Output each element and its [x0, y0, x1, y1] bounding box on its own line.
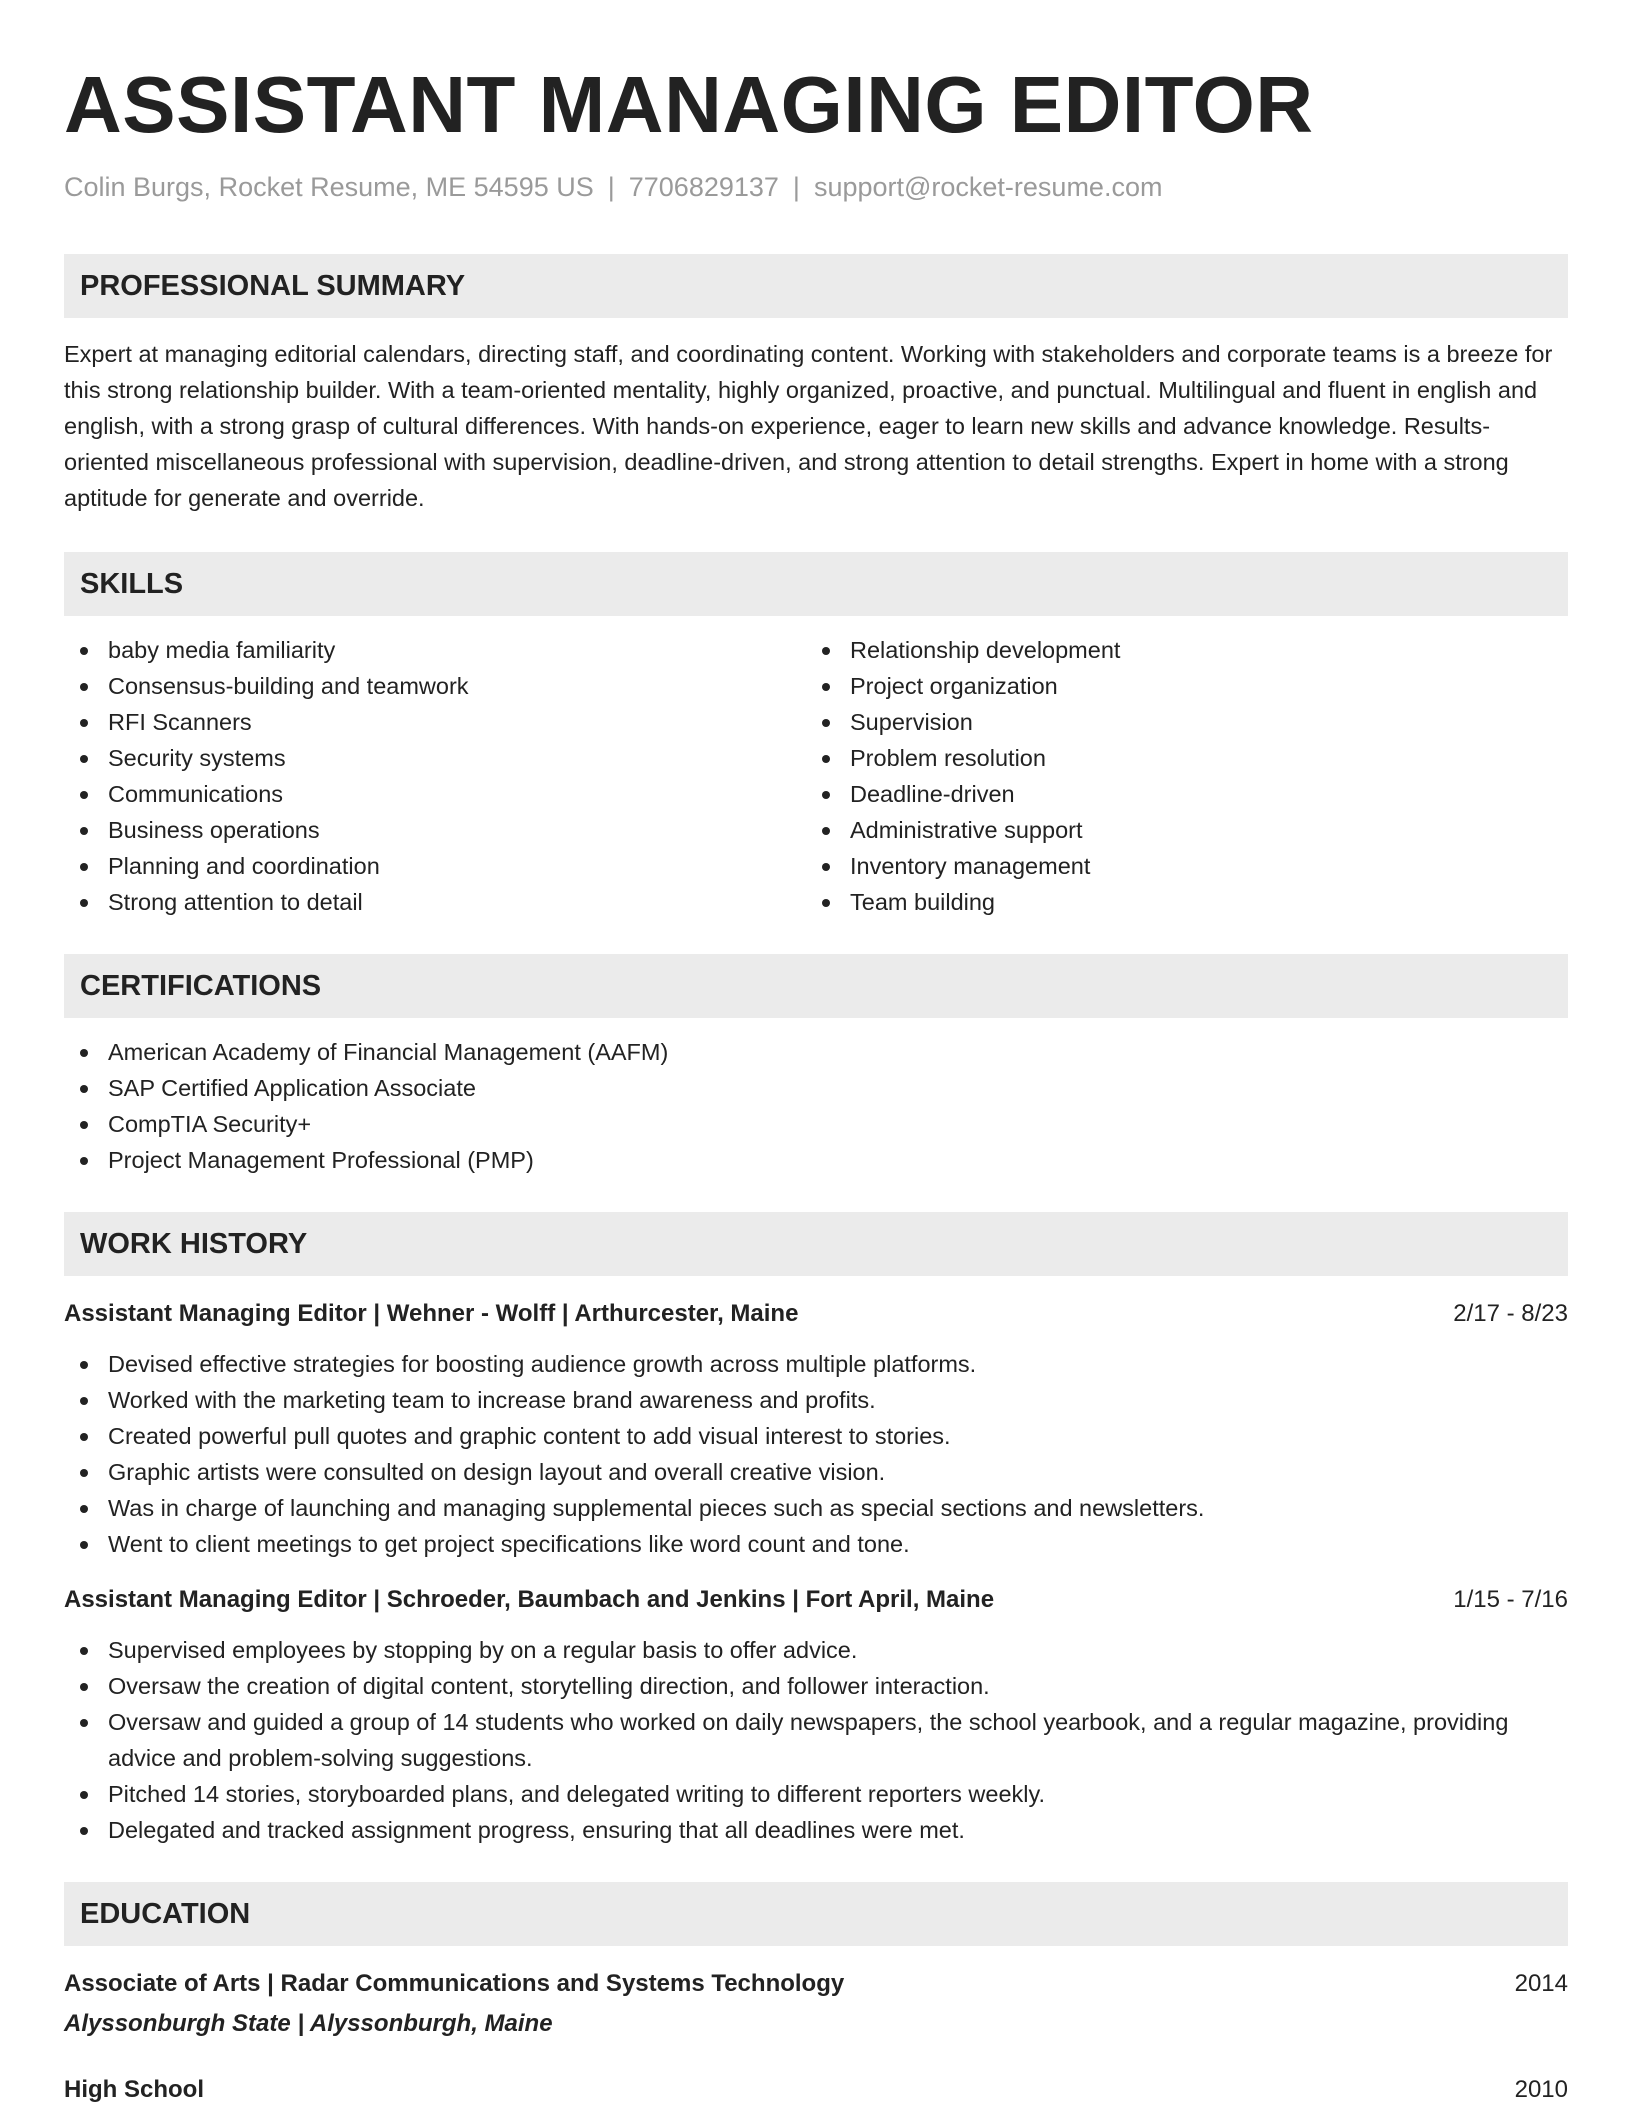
contact-address: Colin Burgs, Rocket Resume, ME 54595 US: [64, 172, 594, 202]
job-bullets: [64, 1346, 1568, 1562]
job-bullet: Created powerful pull quotes and graphic content to add visual interest to stories.: [64, 1418, 1568, 1454]
skill-item: Team building: [806, 884, 1548, 920]
job-dates: 2/17 - 8/23: [1453, 1300, 1568, 1327]
job-bullet: Went to client meetings to get project specifications like word count and tone.: [64, 1526, 1568, 1562]
section-heading-work-history: WORK HISTORY: [64, 1212, 1568, 1276]
skill-item: Supervision: [806, 704, 1548, 740]
contact-separator: |: [607, 172, 615, 202]
contact-phone: 7706829137: [628, 172, 779, 202]
job-title: Assistant Managing Editor | Schroeder, Baumbach and Jenkins | Fort April, Maine: [64, 1586, 995, 1613]
contact-separator: |: [792, 172, 800, 202]
certification-item: American Academy of Financial Management (AAFM): [64, 1034, 1568, 1070]
resume-page: [64, 60, 1568, 2108]
summary-text: Expert at managing editorial calendars, directing staff, and coordinating content. Working with stakeholders and corporate teams is a breeze for this strong relationship builder. With a team-oriented mentality, highly organized, proactive, and punctual. Multilingual and fluent in english and english, with a strong grasp of cultural differences. With hands-on experience, eager to learn new skills and advance knowledge. Results-oriented miscellaneous professional with supervision, deadline-driven, and strong attention to detail strengths. Expert in home with a strong aptitude for generate and override.: [64, 341, 1553, 511]
education-header: [64, 2072, 1568, 2108]
skill-item: Security systems: [64, 740, 806, 776]
job-bullet: Worked with the marketing team to increase brand awareness and profits.: [64, 1382, 1568, 1418]
skill-item: Administrative support: [806, 812, 1548, 848]
skill-item: Relationship development: [806, 632, 1548, 668]
skill-item: baby media familiarity: [64, 632, 806, 668]
skill-item: Communications: [64, 776, 806, 812]
job-header: [64, 1296, 1568, 1332]
skills-column-left: [64, 632, 806, 920]
job-bullets: [64, 1632, 1568, 1848]
skill-item: Strong attention to detail: [64, 884, 806, 920]
certification-item: Project Management Professional (PMP): [64, 1142, 1568, 1178]
education-header: [64, 1966, 1568, 2002]
job-bullet: Devised effective strategies for boosting audience growth across multiple platforms.: [64, 1346, 1568, 1382]
job-title: Assistant Managing Editor | Wehner - Wolff | Arthurcester, Maine: [64, 1300, 799, 1327]
section-heading-summary: PROFESSIONAL SUMMARY: [64, 254, 1568, 318]
page-title: ASSISTANT MANAGING EDITOR: [64, 60, 1314, 149]
education-entry: [64, 1966, 1568, 2042]
skill-item: Business operations: [64, 812, 806, 848]
section-heading-skills: SKILLS: [64, 552, 1568, 616]
skill-item: Problem resolution: [806, 740, 1548, 776]
certification-item: SAP Certified Application Associate: [64, 1070, 1568, 1106]
section-heading-certifications: CERTIFICATIONS: [64, 954, 1568, 1018]
job-bullet: Graphic artists were consulted on design layout and overall creative vision.: [64, 1454, 1568, 1490]
job-dates: 1/15 - 7/16: [1453, 1586, 1568, 1613]
job-entry: [64, 1296, 1568, 1562]
skill-item: Project organization: [806, 668, 1548, 704]
skill-item: Inventory management: [806, 848, 1548, 884]
job-bullet: Supervised employees by stopping by on a regular basis to offer advice.: [64, 1632, 1568, 1668]
job-bullet: Was in charge of launching and managing supplemental pieces such as special sections and newsletters.: [64, 1490, 1568, 1526]
education-school: Alyssonburgh State | Alyssonburgh, Maine: [64, 2010, 553, 2037]
job-bullet: Delegated and tracked assignment progress, ensuring that all deadlines were met.: [64, 1812, 1568, 1848]
education-entry: [64, 2072, 1568, 2108]
certifications-list: [64, 1034, 1568, 1178]
section-heading-education: EDUCATION: [64, 1882, 1568, 1946]
job-entry: [64, 1582, 1568, 1848]
job-bullet: Oversaw and guided a group of 14 students who worked on daily newspapers, the school yearbook, and a regular magazine, providing advice and problem-solving suggestions.: [64, 1704, 1568, 1776]
skills-list: [64, 632, 1568, 920]
skill-item: Planning and coordination: [64, 848, 806, 884]
job-header: [64, 1582, 1568, 1618]
skill-item: RFI Scanners: [64, 704, 806, 740]
skill-item: Consensus-building and teamwork: [64, 668, 806, 704]
skill-item: Deadline-driven: [806, 776, 1548, 812]
education-degree: High School: [64, 2076, 204, 2103]
job-bullet: Oversaw the creation of digital content, storytelling direction, and follower interaction.: [64, 1668, 1568, 1704]
contact-line: [64, 170, 1568, 204]
education-degree: Associate of Arts | Radar Communications and Systems Technology: [64, 1970, 845, 1997]
certification-item: CompTIA Security+: [64, 1106, 1568, 1142]
job-bullet: Pitched 14 stories, storyboarded plans, and delegated writing to different reporters weekly.: [64, 1776, 1568, 1812]
contact-email: support@rocket-resume.com: [813, 172, 1163, 202]
education-year: 2010: [1514, 2076, 1568, 2103]
education-year: 2014: [1514, 1970, 1568, 1997]
skills-column-right: [806, 632, 1548, 920]
